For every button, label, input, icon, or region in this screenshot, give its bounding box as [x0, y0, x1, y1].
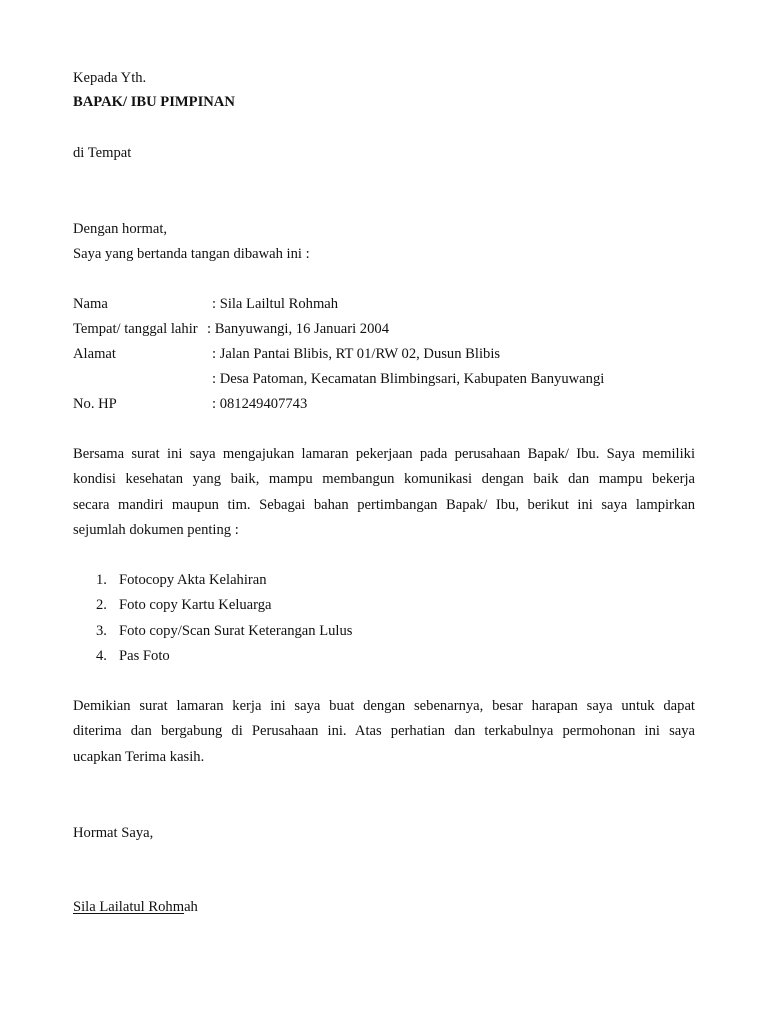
paragraph-line: ucapkan Terima kasih.: [73, 748, 205, 765]
paragraph-line: sejumlah dokumen penting :: [73, 521, 239, 538]
list-number: 1.: [96, 572, 107, 588]
recipient: BAPAK/ IBU PIMPINAN: [73, 94, 235, 110]
field-value-address-1: : Jalan Pantai Blibis, RT 01/RW 02, Dusun Blibis: [212, 346, 501, 362]
signature-underlined: Sila Lailatul Rohm: [73, 899, 185, 915]
field-value-phone: : 081249407743: [212, 396, 308, 412]
paragraph-line: secara mandiri maupun tim. Sebagai bahan pertimbangan Bapak/ Ibu, berikut ini saya lampirkan: [73, 496, 695, 513]
list-text: Pas Foto: [119, 647, 170, 664]
field-label-address: Alamat: [73, 346, 116, 362]
salutation-to: Kepada Yth.: [73, 70, 147, 86]
signature-name: [73, 895, 198, 919]
intro-line: Saya yang bertanda tangan dibawah ini :: [73, 246, 310, 262]
list-text: Foto copy Kartu Keluarga: [119, 597, 272, 614]
paragraph-closing: [73, 694, 695, 770]
place: di Tempat: [73, 145, 132, 161]
paragraph-line: Bersama surat ini saya mengajukan lamaran pekerjaan pada perusahaan Bapak/ Ibu. Saya memiliki: [73, 446, 695, 462]
list-number: 4.: [96, 647, 107, 664]
paragraph-application: [73, 442, 695, 543]
field-value-birth: : Banyuwangi, 16 Januari 2004: [207, 321, 389, 337]
field-label-phone: No. HP: [73, 396, 117, 412]
greeting: Dengan hormat,: [73, 221, 168, 237]
list-number: 2.: [96, 597, 107, 614]
closing-line: Hormat Saya,: [73, 825, 154, 841]
field-value-name: : Sila Lailtul Rohmah: [212, 296, 339, 312]
list-number: 3.: [96, 622, 107, 639]
signature-rest: ah: [184, 899, 198, 915]
paragraph-line: Demikian surat lamaran kerja ini saya buat dengan sebenarnya, besar harapan saya untuk dapat: [73, 698, 695, 714]
paragraph-line: diterima dan bergabung di Perusahaan ini. Atas perhatian dan terkabulnya permohonan ini saya: [73, 723, 695, 740]
list-text: Fotocopy Akta Kelahiran: [119, 572, 267, 588]
field-label-birth: Tempat/ tanggal lahir: [73, 321, 198, 337]
paragraph-line: kondisi kesehatan yang baik, mampu membangun komunikasi dengan baik dan mampu bekerja: [73, 471, 695, 488]
field-value-address-2: : Desa Patoman, Kecamatan Blimbingsari, Kabupaten Banyuwangi: [212, 371, 605, 387]
field-label-name: Nama: [73, 296, 108, 312]
list-text: Foto copy/Scan Surat Keterangan Lulus: [119, 622, 353, 639]
